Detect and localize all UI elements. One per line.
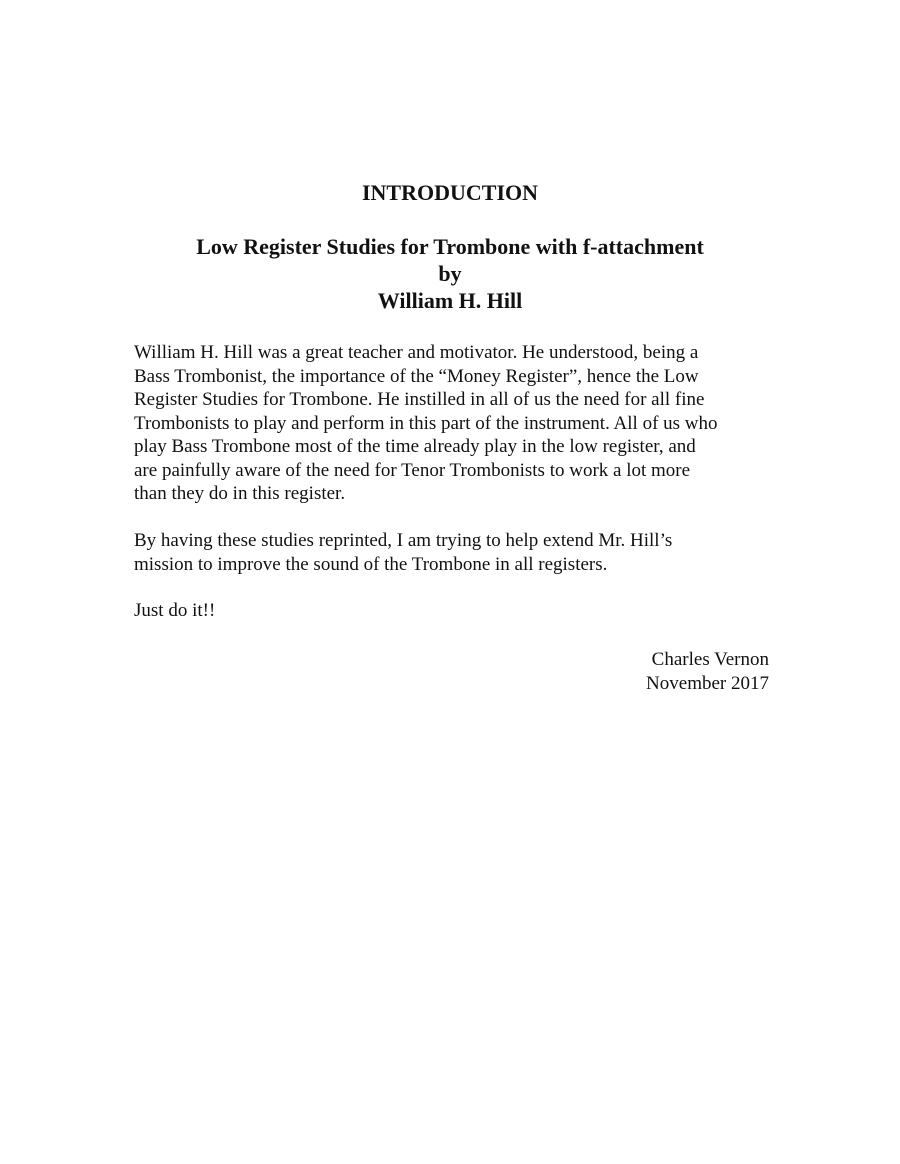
signature-date: November 2017 xyxy=(646,672,769,694)
paragraph-line: than they do in this register. xyxy=(134,483,346,504)
paragraph-2 xyxy=(134,529,774,576)
paragraph-line: Bass Trombonist, the importance of the “Money Register”, hence the Low xyxy=(134,365,699,387)
paragraph-line: Trombonists to play and perform in this part of the instrument. All of us who xyxy=(134,412,718,434)
document-title xyxy=(0,233,900,314)
paragraph-line: Just do it!! xyxy=(134,600,216,621)
paragraph-line: mission to improve the sound of the Trombone in all registers. xyxy=(134,553,608,575)
section-heading: INTRODUCTION xyxy=(361,180,539,205)
paragraph-line: Register Studies for Trombone. He instilled in all of us the need for all fine xyxy=(134,389,705,410)
signature-block xyxy=(646,648,769,695)
title-line-author: William H. Hill xyxy=(377,288,523,313)
title-line-by: by xyxy=(438,261,462,286)
paragraph-1 xyxy=(134,341,774,506)
paragraph-line: By having these studies reprinted, I am trying to help extend Mr. Hill’s xyxy=(134,530,673,551)
paragraph-3 xyxy=(134,599,774,623)
paragraph-line: are painfully aware of the need for Tenor Trombonists to work a lot more xyxy=(134,459,691,481)
paragraph-line: play Bass Trombone most of the time already play in the low register, and xyxy=(134,436,696,457)
title-line-main: Low Register Studies for Trombone with f-attachment xyxy=(196,234,704,259)
paragraph-line: William H. Hill was a great teacher and motivator. He understood, being a xyxy=(134,342,699,363)
signature-name: Charles Vernon xyxy=(651,649,769,670)
